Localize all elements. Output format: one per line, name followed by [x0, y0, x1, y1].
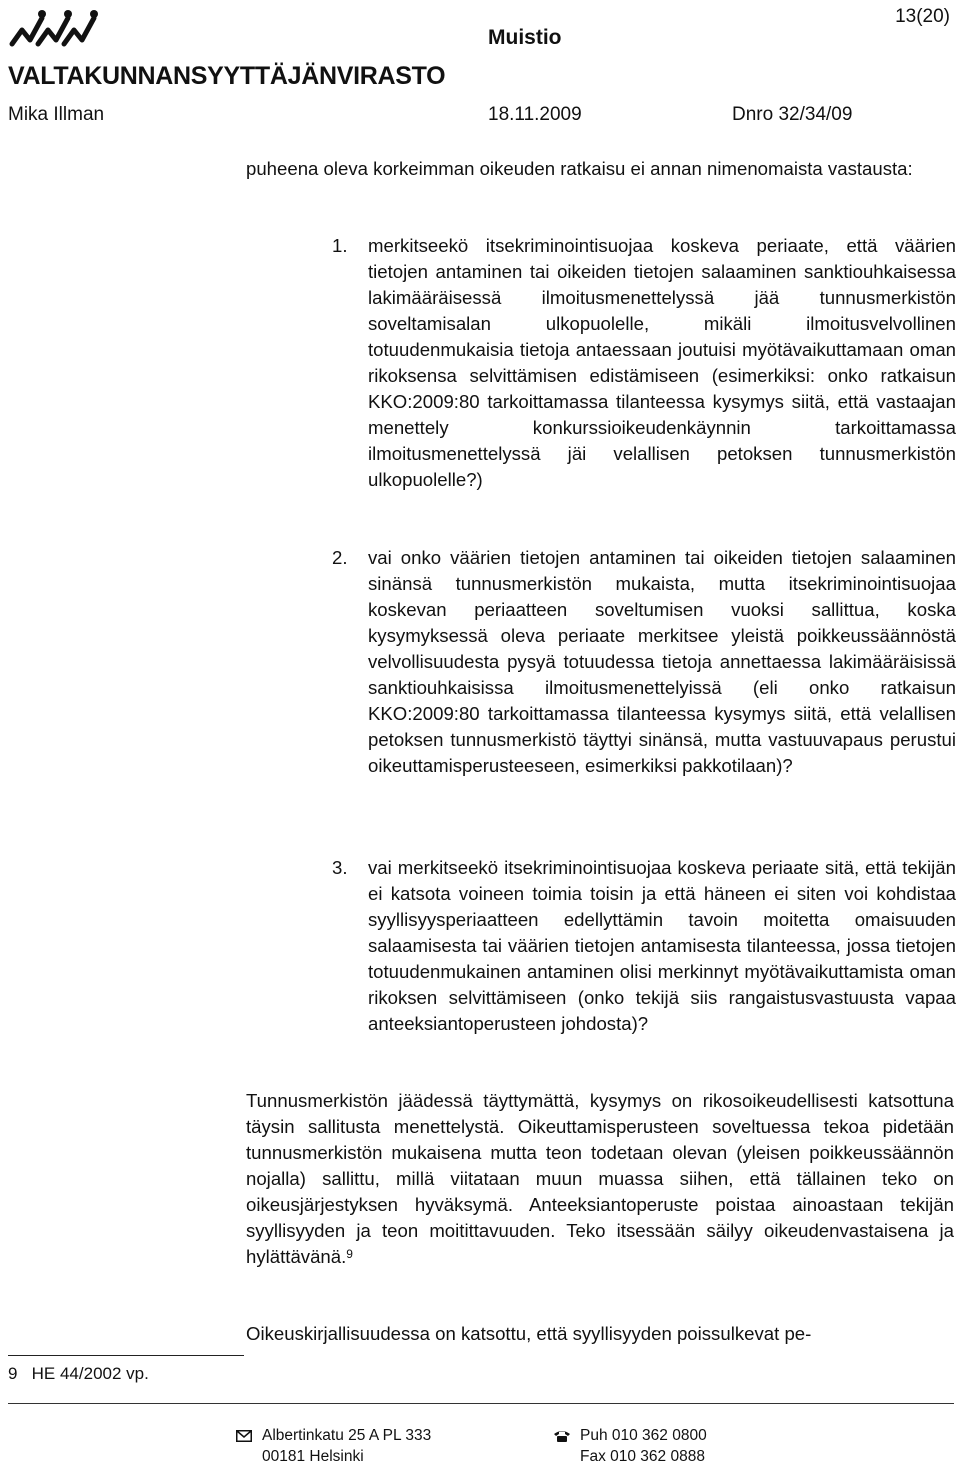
- phone-number: Puh 010 362 0800: [580, 1427, 707, 1444]
- agency-logo-icon: [8, 6, 100, 52]
- author-name: Mika Illman: [8, 104, 105, 125]
- agency-logo-text: VALTAKUNNANSYYTTÄJÄNVIRASTO: [8, 62, 446, 90]
- address-line-city: 00181 Helsinki: [262, 1448, 364, 1465]
- telephone-icon: [553, 1429, 571, 1443]
- list-item-number: 3.: [332, 857, 348, 878]
- main-paragraph: [246, 1088, 954, 1270]
- list-item-number: 2.: [332, 547, 348, 568]
- footnote-number: 9: [8, 1364, 18, 1383]
- footnote-divider: [8, 1355, 244, 1356]
- intro-paragraph: puheena oleva korkeimman oikeuden ratkaisu ei annan nimenomaista vastausta:: [246, 158, 913, 179]
- page-number: 13(20): [895, 6, 950, 27]
- footer-contact: [580, 1425, 707, 1467]
- document-type: Muistio: [488, 26, 562, 49]
- continuation-paragraph: Oikeuskirjallisuudessa on katsottu, että syyllisyyden poissulkevat pe-: [246, 1323, 812, 1344]
- list-item-number: 1.: [332, 235, 348, 256]
- record-number: Dnro 32/34/09: [732, 104, 853, 125]
- footnote: [8, 1364, 149, 1384]
- address-line-street: Albertinkatu 25 A PL 333: [262, 1427, 432, 1444]
- document-date: 18.11.2009: [488, 104, 582, 125]
- main-paragraph-text: Tunnusmerkistön jäädessä täyttymättä, kysymys on rikosoikeudellisesti katsottuna täysin sallitusta menettelystä. Oikeuttamisperusteen soveltuessa tekoa pidetään tunnusmerkistön mukaisena mutta teon todetaan olevan (yleisen poikkeussäännön nojalla) sallittu, millä viitataan muun muassa siihen, että tällainen teko on oikeusjärjestyksen hyväksymä. Anteeksiantoperuste poistaa ainoastaan tekijän syyllisyyden ja teon moitittavuuden. Teko itsessään säilyy oikeudenvastaisena ja hylättävänä.: [246, 1090, 954, 1267]
- footer-divider: [8, 1403, 954, 1404]
- fax-number: Fax 010 362 0888: [580, 1448, 705, 1465]
- list-item-text: vai onko väärien tietojen antaminen tai oikeiden tietojen salaaminen sinänsä tunnusmerkistön mukaista, mutta itsekriminointisuojaa koskevan periaatteen soveltumisen vuoksi sallittua, koska kysymyksessä oleva periaate merkitsee yleistä poikkeussäännöstä velvollisuudesta pysyä totuudessa tietoja annettaessa lakimääräisissä sanktiouhkaisissa ilmoitusmenettelyissä (eli onko ratkaisun KKO:2009:80 tarkoittamassa tilanteessa kysymys siitä, että velallisen petoksen tunnusmerkistö täyttyi sinänsä, mutta vastuuvapaus perustui oikeuttamisperusteeseen, esimerkiksi pakkotilaan)?: [368, 547, 956, 776]
- list-item-text: merkitseekö itsekriminointisuojaa koskeva periaate, että väärien tietojen antaminen tai oikeiden tietojen salaaminen sanktiouhkaisessa lakimääräisessä ilmoitusmenettelyssä jää tunnusmerkistön soveltamisalan ulkopuolelle, mikäli ilmoitusvelvollinen totuudenmukaisia tietoja antaessaan joutuisi myötävaikuttamaan oman rikoksensa selvittämisen edistämiseen (esimerkiksi: onko ratkaisun KKO:2009:80 tarkoittamassa tilanteessa kysymys siitä, että vastaajan menettely konkurssioikeudenkäynnin tarkoittamassa ilmoitusmenettelyssä jäi velallisen petoksen tunnusmerkistön ulkopuolelle?): [368, 235, 956, 490]
- footnote-reference[interactable]: 9: [346, 1247, 353, 1261]
- envelope-icon: [236, 1430, 252, 1442]
- footnote-text: HE 44/2002 vp.: [31, 1364, 149, 1383]
- list-item-text: vai merkitseekö itsekriminointisuojaa koskeva periaate sitä, että tekijän ei katsota voineen toimia toisin ja että häneen ei siten voi kohdistaa syyllisyysperiaatteen edellyttämin tavoin moitetta omaisuuden salaamisesta tai väärien tietojen antamisesta tilanteessa, jossa tietojen totuudenmukainen antaminen olisi merkinnyt myötävaikuttamista oman rikoksen selvittämiseen (onko tekijä siis rangaistusvastuusta vapaa anteeksiantoperusteen johdosta)?: [368, 857, 956, 1034]
- footer-address: [262, 1425, 431, 1467]
